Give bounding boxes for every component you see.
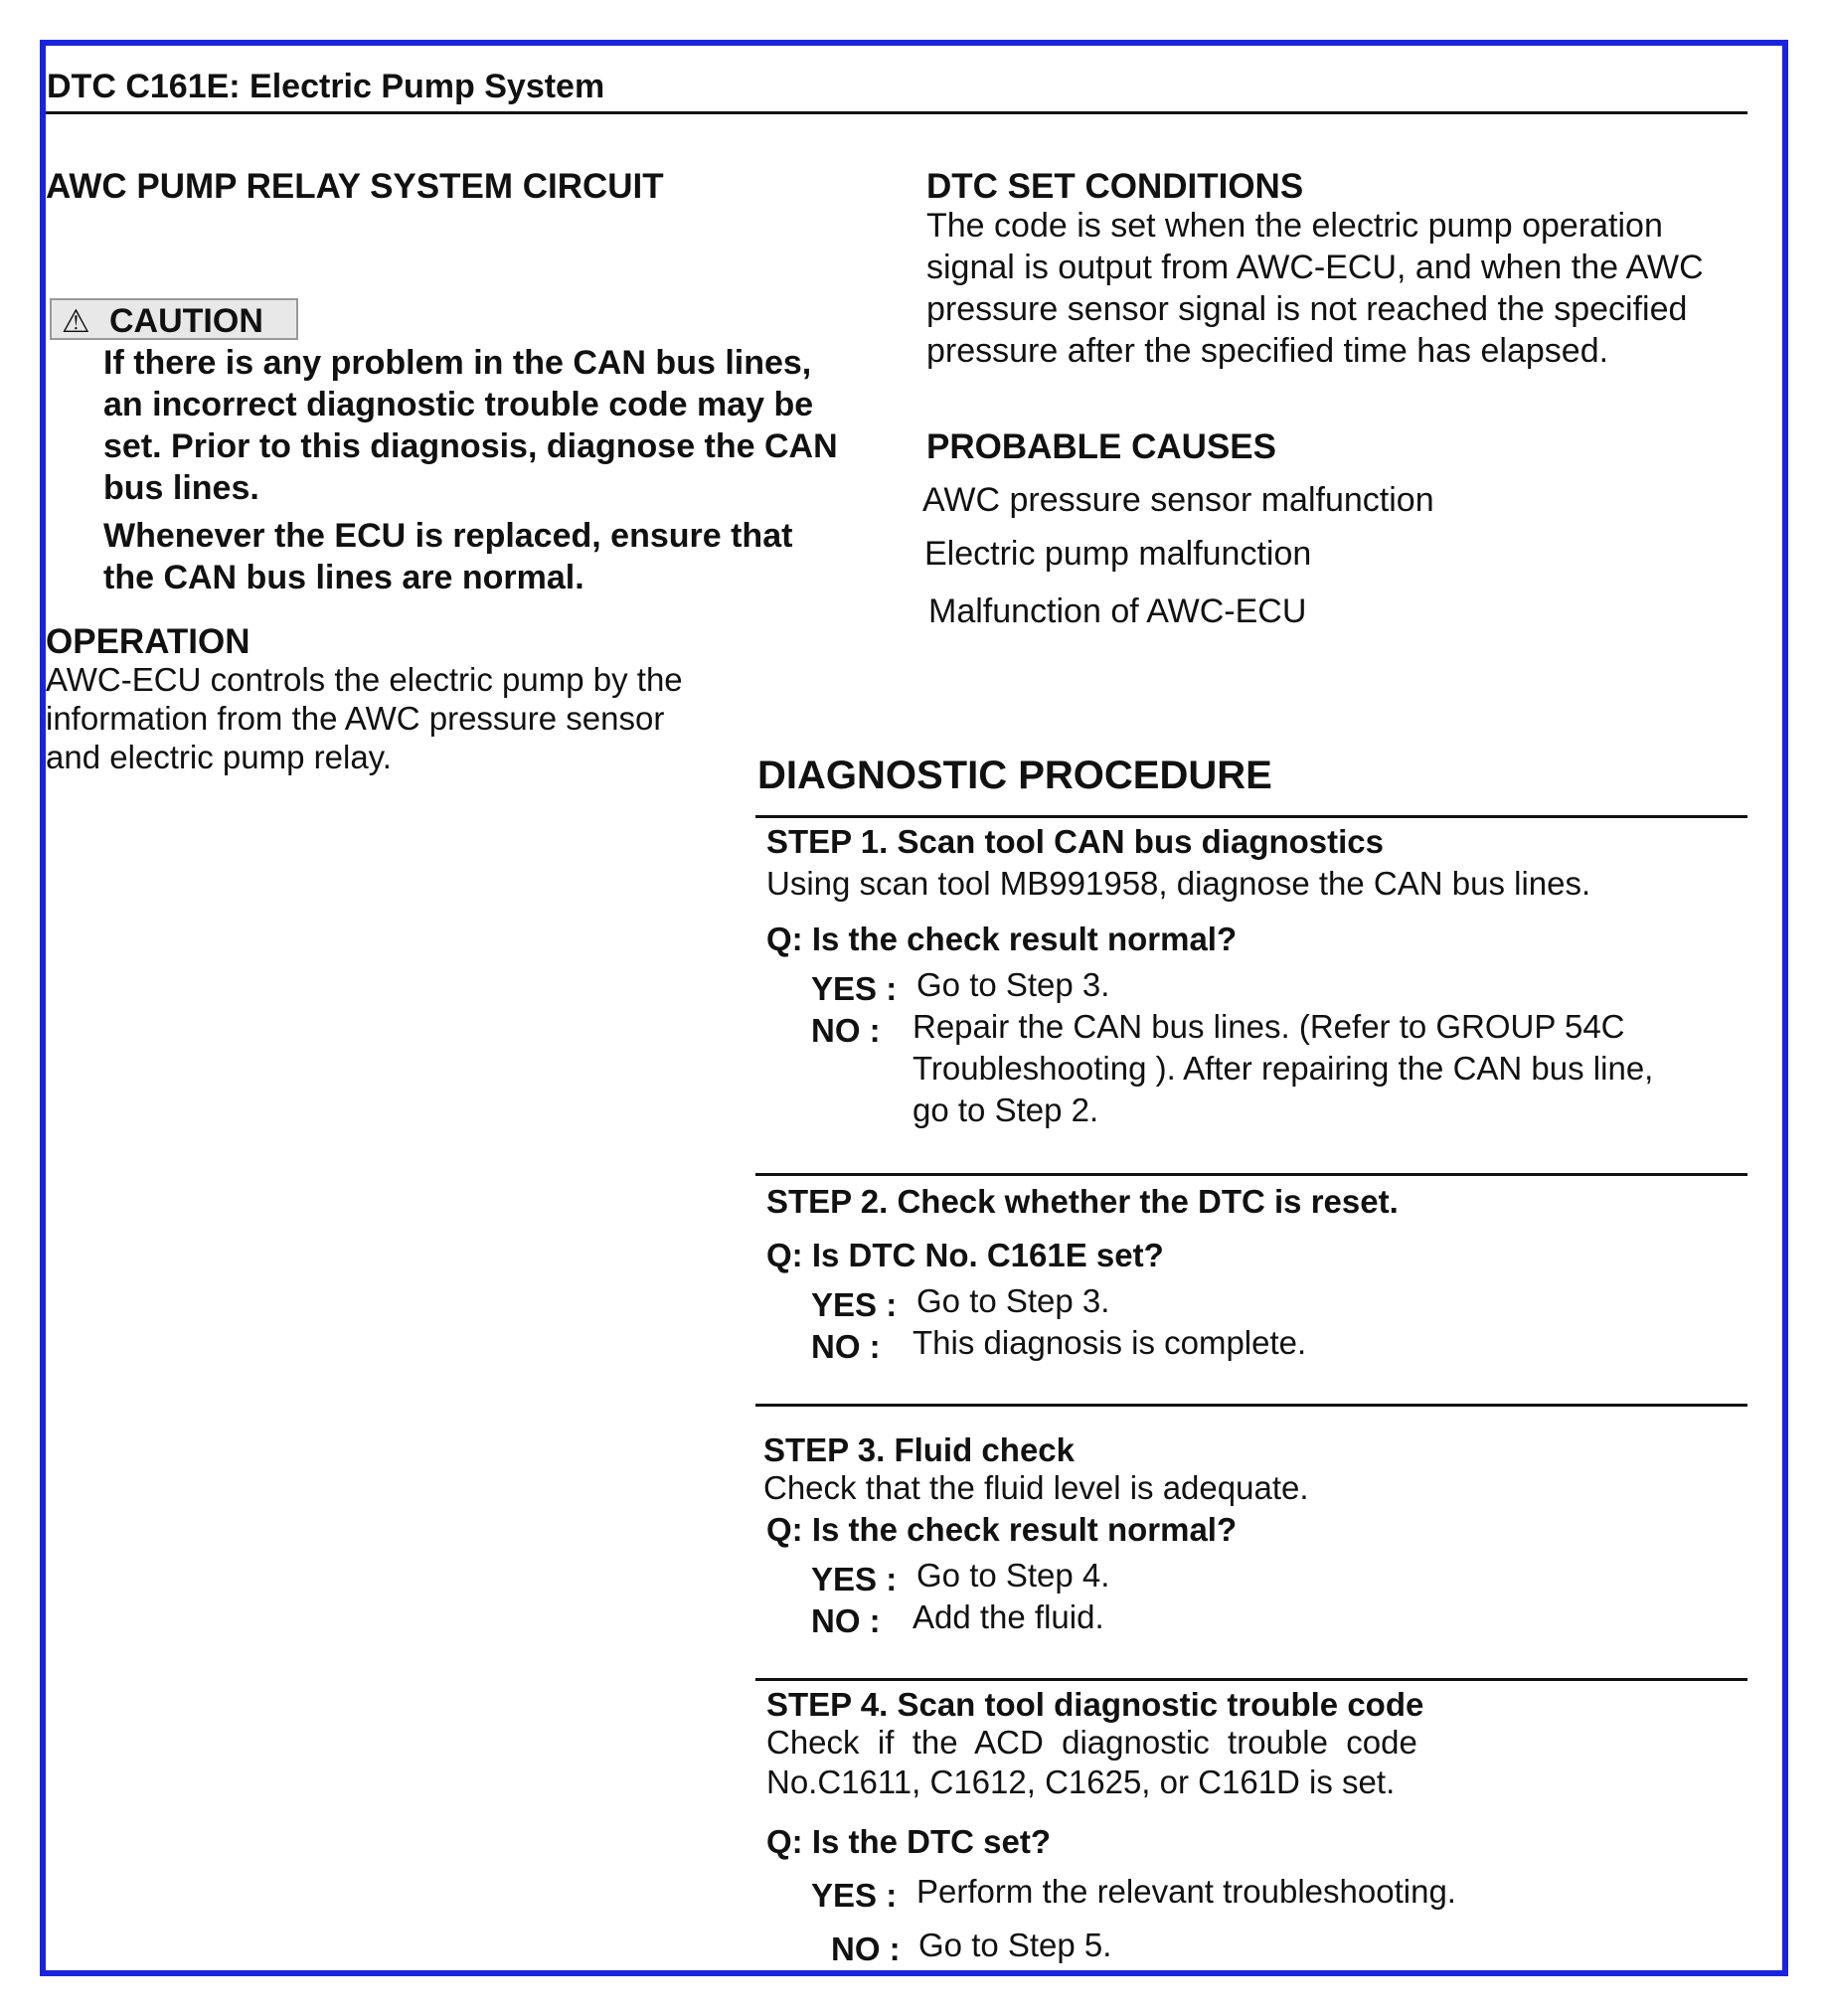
no-answer: Add the fluid. bbox=[913, 1598, 1104, 1635]
caution-line: an incorrect diagnostic trouble code may be bbox=[103, 386, 814, 423]
step-rule bbox=[755, 1404, 1747, 1407]
procedure-rule bbox=[755, 815, 1747, 818]
caution-line: bus lines. bbox=[103, 469, 259, 507]
warning-triangle-icon: ⚠ bbox=[62, 303, 90, 339]
step-question: Q: Is the DTC set? bbox=[766, 1823, 1052, 1860]
step-text: Check that the fluid level is adequate. bbox=[763, 1469, 1309, 1506]
no-label: NO : bbox=[811, 1602, 881, 1639]
causes-heading: PROBABLE CAUSES bbox=[926, 427, 1276, 466]
step-text: Check if the ACD diagnostic trouble code bbox=[766, 1724, 1417, 1761]
step-title: STEP 1. Scan tool CAN bus diagnostics bbox=[766, 823, 1385, 860]
step-text: Using scan tool MB991958, diagnose the CAN bus lines. bbox=[766, 865, 1591, 902]
conditions-heading: DTC SET CONDITIONS bbox=[926, 167, 1304, 206]
step-title: STEP 3. Fluid check bbox=[763, 1431, 1076, 1468]
page-title: DTC C161E: Electric Pump System bbox=[47, 68, 605, 105]
yes-answer: Go to Step 4. bbox=[916, 1557, 1110, 1594]
yes-answer: Go to Step 3. bbox=[916, 1282, 1110, 1319]
caution-line: the CAN bus lines are normal. bbox=[103, 559, 584, 596]
yes-answer: Perform the relevant troubleshooting. bbox=[916, 1873, 1456, 1910]
no-answer: This diagnosis is complete. bbox=[913, 1324, 1307, 1361]
step-rule bbox=[755, 1678, 1747, 1681]
yes-answer: Go to Step 3. bbox=[916, 966, 1110, 1003]
step-question: Q: Is the check result normal? bbox=[766, 921, 1238, 957]
operation-line: and electric pump relay. bbox=[46, 739, 392, 775]
yes-label: YES : bbox=[811, 970, 898, 1007]
no-answer: Go to Step 5. bbox=[918, 1927, 1112, 1963]
conditions-line: pressure after the specified time has elapsed. bbox=[926, 332, 1609, 370]
no-label: NO : bbox=[811, 1328, 881, 1365]
no-answer: go to Step 2. bbox=[913, 1092, 1099, 1128]
step-question: Q: Is DTC No. C161E set? bbox=[766, 1237, 1164, 1273]
circuit-heading: AWC PUMP RELAY SYSTEM CIRCUIT bbox=[46, 167, 664, 206]
no-answer: Repair the CAN bus lines. (Refer to GROUP 54C bbox=[913, 1008, 1625, 1045]
operation-line: information from the AWC pressure sensor bbox=[46, 700, 665, 737]
step-title: STEP 4. Scan tool diagnostic trouble code bbox=[766, 1686, 1424, 1723]
no-label: NO : bbox=[811, 1012, 881, 1049]
caution-line: set. Prior to this diagnosis, diagnose the CAN bbox=[103, 427, 838, 465]
operation-line: AWC-ECU controls the electric pump by the bbox=[46, 661, 683, 698]
conditions-line: The code is set when the electric pump operation bbox=[926, 207, 1663, 245]
operation-heading: OPERATION bbox=[46, 622, 250, 661]
conditions-line: signal is output from AWC-ECU, and when the AWC bbox=[926, 249, 1704, 286]
no-answer: Troubleshooting ). After repairing the CAN bus line, bbox=[913, 1050, 1654, 1087]
caution-label: CAUTION bbox=[109, 302, 263, 340]
header-rule bbox=[46, 111, 1747, 114]
procedure-heading: DIAGNOSTIC PROCEDURE bbox=[757, 754, 1272, 797]
cause-item: Malfunction of AWC-ECU bbox=[928, 592, 1307, 630]
cause-item: Electric pump malfunction bbox=[924, 535, 1312, 573]
yes-label: YES : bbox=[811, 1561, 898, 1597]
no-label: NO : bbox=[831, 1931, 901, 1967]
caution-line: Whenever the ECU is replaced, ensure that bbox=[103, 517, 793, 555]
step-rule bbox=[755, 1173, 1747, 1176]
step-text: No.C1611, C1612, C1625, or C161D is set. bbox=[766, 1764, 1396, 1800]
yes-label: YES : bbox=[811, 1286, 898, 1323]
cause-item: AWC pressure sensor malfunction bbox=[922, 481, 1434, 519]
caution-line: If there is any problem in the CAN bus lines, bbox=[103, 344, 812, 382]
caution-badge bbox=[50, 298, 298, 340]
step-title: STEP 2. Check whether the DTC is reset. bbox=[766, 1183, 1399, 1220]
conditions-line: pressure sensor signal is not reached the specified bbox=[926, 290, 1688, 328]
yes-label: YES : bbox=[811, 1877, 898, 1914]
step-question: Q: Is the check result normal? bbox=[766, 1511, 1238, 1548]
